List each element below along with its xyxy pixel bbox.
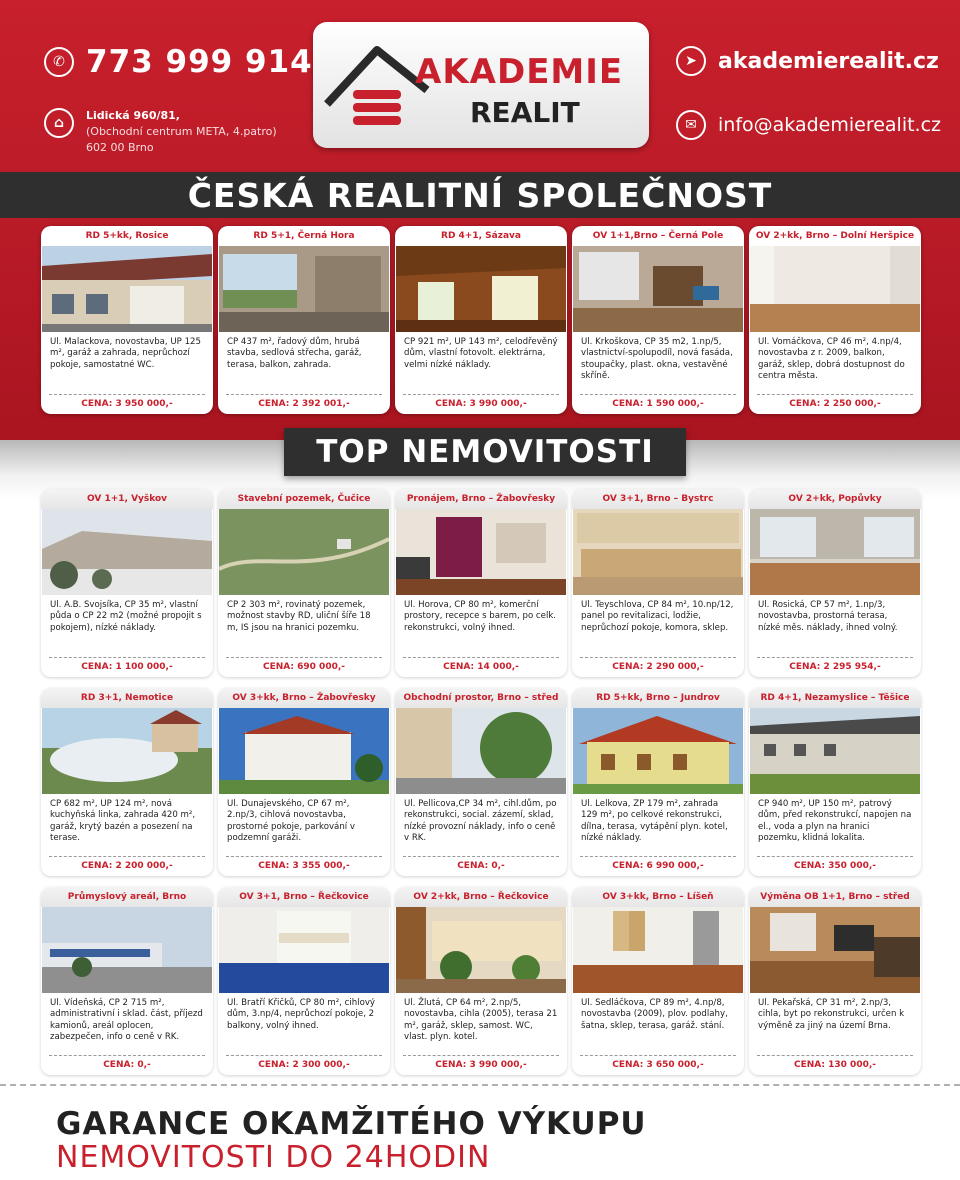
property-description: Ul. Malackova, novostavba, UP 125 m², garáž a zahrada, neprůchozí pokoje, samostatné WC. (50, 337, 201, 370)
property-title: OV 3+kk, Brno – Líšeň (572, 887, 744, 907)
property-description: Ul. Lelkova, ZP 179 m², zahrada 129 m², po celkové rekonstrukci, dílna, terasa, vytápění plyn. kotel, nízké náklady. (581, 799, 728, 844)
property-photo (42, 246, 212, 332)
property-price: CENA: 3 355 000,- (226, 856, 382, 871)
property-title: RD 3+1, Nemotice (41, 688, 213, 708)
property-price: CENA: 2 300 000,- (226, 1055, 382, 1070)
phone-icon: ✆ (44, 47, 74, 77)
property-card[interactable] (572, 887, 744, 1075)
address-line-3: 602 00 Brno (86, 141, 154, 154)
property-card[interactable] (218, 887, 390, 1075)
property-photo (750, 907, 920, 993)
property-card[interactable] (749, 489, 921, 677)
property-description: Ul. Pellicova,CP 34 m², cihl.dům, po rekonstrukci, social. zázemí, sklad, nízké provozní náklady, info o ceně v RK. (404, 799, 557, 844)
property-photo (573, 708, 743, 794)
property-card[interactable] (749, 887, 921, 1075)
property-photo (42, 509, 212, 595)
property-title: OV 3+1, Brno – Řečkovice (218, 887, 390, 907)
property-description: Ul. Teyschlova, CP 84 m², 10.np/12, panel po revitalizaci, lodžie, neprůchozí pokoje, komora, sklep. (581, 600, 734, 633)
property-photo (750, 246, 920, 332)
website-link[interactable]: akademierealit.cz (718, 48, 939, 74)
property-photo (573, 246, 743, 332)
property-card[interactable] (41, 688, 213, 876)
logo-text-realit: REALIT (470, 96, 580, 129)
property-photo (42, 907, 212, 993)
home-icon: ⌂ (44, 108, 74, 138)
property-description: Ul. A.B. Svojsíka, CP 35 m², vlastní půda o CP 22 m2 (možné propojit s pokojem), nízké náklady. (50, 600, 202, 633)
property-price: CENA: 3 950 000,- (49, 394, 205, 409)
company-logo (313, 22, 649, 148)
address-block (44, 108, 277, 156)
property-photo (750, 708, 920, 794)
property-card[interactable] (395, 688, 567, 876)
property-price: CENA: 1 590 000,- (580, 394, 736, 409)
property-price: CENA: 14 000,- (403, 657, 559, 672)
cursor-icon: ➤ (676, 46, 706, 76)
property-description: Ul. Rosická, CP 57 m², 1.np/3, novostavba, prostorná terasa, nízké měs. náklady, ihned volný. (758, 600, 898, 633)
property-price: CENA: 350 000,- (757, 856, 913, 871)
property-photo (219, 246, 389, 332)
property-description: Ul. Bratří Křičků, CP 80 m², cihlový dům, 3.np/4, neprůchozí pokoje, 2 balkony, volný ihned. (227, 998, 375, 1031)
property-title: RD 5+kk, Brno – Jundrov (572, 688, 744, 708)
property-description: CP 921 m², UP 143 m², celodřevěný dům, vlastní fotovolt. elektrárna, velmi nízké náklady. (404, 337, 558, 370)
property-description: Ul. Sedláčkova, CP 89 m², 4.np/8, novostavba (2009), plov. podlahy, šatna, sklep, terasa, garáž. stání. (581, 998, 728, 1031)
property-title: RD 4+1, Sázava (441, 231, 521, 241)
property-description: CP 437 m², řadový dům, hrubá stavba, sedlová střecha, garáž, terasa, balkon, zahrada. (227, 337, 362, 370)
property-price: CENA: 2 295 954,- (757, 657, 913, 672)
property-title: Výměna OB 1+1, Brno – střed (749, 887, 921, 907)
property-card[interactable] (749, 688, 921, 876)
property-description: Ul. Vomáčkova, CP 46 m², 4.np/4, novostavba z r. 2009, balkon, garáž, sklep, dobrá dostupnost do centra města. (758, 337, 905, 382)
logo-text-akademie: AKADEMIE (415, 52, 624, 92)
property-price: CENA: 3 990 000,- (403, 1055, 559, 1070)
property-title: OV 1+1,Brno – Černá Pole (592, 231, 724, 241)
footer-guarantee-subline: NEMOVITOSTI DO 24HODIN (56, 1140, 491, 1175)
property-photo (219, 708, 389, 794)
top-properties-banner: TOP NEMOVITOSTI (284, 428, 686, 476)
property-title: RD 5+1, Černá Hora (253, 231, 355, 241)
property-card[interactable] (395, 226, 567, 414)
property-card[interactable] (749, 226, 921, 414)
property-photo (396, 907, 566, 993)
property-card[interactable] (395, 887, 567, 1075)
property-title: OV 3+kk, Brno – Žabovřesky (218, 688, 390, 708)
property-description: CP 2 303 m², rovinatý pozemek, možnost stavby RD, uliční šíře 18 m, IS jsou na hranici pozemku. (227, 600, 371, 633)
property-description: Ul. Pekařská, CP 31 m², 2.np/3, cihla, byt po rekonstrukci, určen k výměně za jiný na území Brna. (758, 998, 905, 1031)
email-link[interactable]: info@akademierealit.cz (718, 114, 942, 136)
property-title: OV 2+kk, Brno – Řečkovice (395, 887, 567, 907)
property-title: OV 2+kk, Popůvky (749, 489, 921, 509)
chat-icon: ✉ (676, 110, 706, 140)
property-price: CENA: 6 990 000,- (580, 856, 736, 871)
phone-number: 773 999 914 (86, 44, 313, 80)
property-title: RD 5+kk, Rosice (85, 231, 169, 241)
property-title: Průmyslový areál, Brno (41, 887, 213, 907)
property-price: CENA: 690 000,- (226, 657, 382, 672)
property-title: Stavební pozemek, Čučice (218, 489, 390, 509)
property-card[interactable] (572, 226, 744, 414)
address-line-2: (Obchodní centrum META, 4.patro) (86, 125, 277, 138)
property-price: CENA: 0,- (49, 1055, 205, 1070)
property-photo (396, 509, 566, 595)
property-photo (573, 509, 743, 595)
property-price: CENA: 2 290 000,- (580, 657, 736, 672)
property-card[interactable] (41, 226, 213, 414)
property-card[interactable] (572, 489, 744, 677)
property-card[interactable] (218, 489, 390, 677)
property-title: OV 3+1, Brno – Bystrc (572, 489, 744, 509)
property-price: CENA: 3 990 000,- (403, 394, 559, 409)
property-price: CENA: 2 250 000,- (757, 394, 913, 409)
property-description: CP 682 m², UP 124 m², nová kuchyňská linka, zahrada 420 m², garáž, krytý bazén a posezení na terase. (50, 799, 196, 844)
property-price: CENA: 0,- (403, 856, 559, 871)
property-photo (396, 246, 566, 332)
property-description: Ul. Horova, CP 80 m², komerční prostory, recepce s barem, po celk. rekonstrukci, volný ihned. (404, 600, 557, 633)
website-contact[interactable] (676, 46, 939, 76)
property-card[interactable] (572, 688, 744, 876)
property-card[interactable] (41, 489, 213, 677)
property-photo (219, 907, 389, 993)
phone-contact[interactable] (44, 44, 313, 80)
property-title: Obchodní prostor, Brno – střed (395, 688, 567, 708)
property-description: Ul. Krkoškova, CP 35 m2, 1.np/5, vlastnictví-spolupodíl, nová fasáda, stoupačky, plast. okna, vestavěné skříně. (581, 337, 733, 382)
property-description: Ul. Žlutá, CP 64 m², 2.np/5, novostavba, cihla (2005), terasa 21 m², garáž, sklep, samost. WC, vlast. plyn. kotel. (404, 998, 558, 1043)
property-description: CP 940 m², UP 150 m², patrový dům, před rekonstrukcí, napojen na el., voda a plyn na hranici pozemku, klidná lokalita. (758, 799, 912, 844)
property-photo (750, 509, 920, 595)
footer-guarantee-line: GARANCE OKAMŽITÉHO VÝKUPU (56, 1106, 647, 1142)
property-card[interactable] (218, 226, 390, 414)
email-contact[interactable] (676, 110, 941, 140)
property-title: OV 2+kk, Brno – Dolní Heršpice (755, 231, 915, 241)
property-title: Pronájem, Brno – Žabovřesky (395, 489, 567, 509)
property-title: RD 4+1, Nezamyslice – Těšice (749, 688, 921, 708)
property-description: Ul. Dunajevského, CP 67 m², 2.np/3, cihlová novostavba, prostorné pokoje, parkování v podzemní garáži. (227, 799, 355, 844)
footer-divider (0, 1084, 960, 1086)
property-title: OV 1+1, Vyškov (41, 489, 213, 509)
property-price: CENA: 1 100 000,- (49, 657, 205, 672)
address-line-1: Lidická 960/81, (86, 109, 180, 122)
property-price: CENA: 3 650 000,- (580, 1055, 736, 1070)
property-price: CENA: 2 392 001,- (226, 394, 382, 409)
property-photo (396, 708, 566, 794)
property-price: CENA: 130 000,- (757, 1055, 913, 1070)
property-card[interactable] (218, 688, 390, 876)
property-photo (573, 907, 743, 993)
property-card[interactable] (395, 489, 567, 677)
property-description: Ul. Vídeňská, CP 2 715 m², administrativní i sklad. část, příjezd kamionů, areál oplocen, zabezpečen, info o ceně v RK. (50, 998, 203, 1043)
property-card[interactable] (41, 887, 213, 1075)
property-price: CENA: 2 200 000,- (49, 856, 205, 871)
company-banner: ČESKÁ REALITNÍ SPOLEČNOST (0, 172, 960, 218)
property-photo (42, 708, 212, 794)
property-photo (219, 509, 389, 595)
